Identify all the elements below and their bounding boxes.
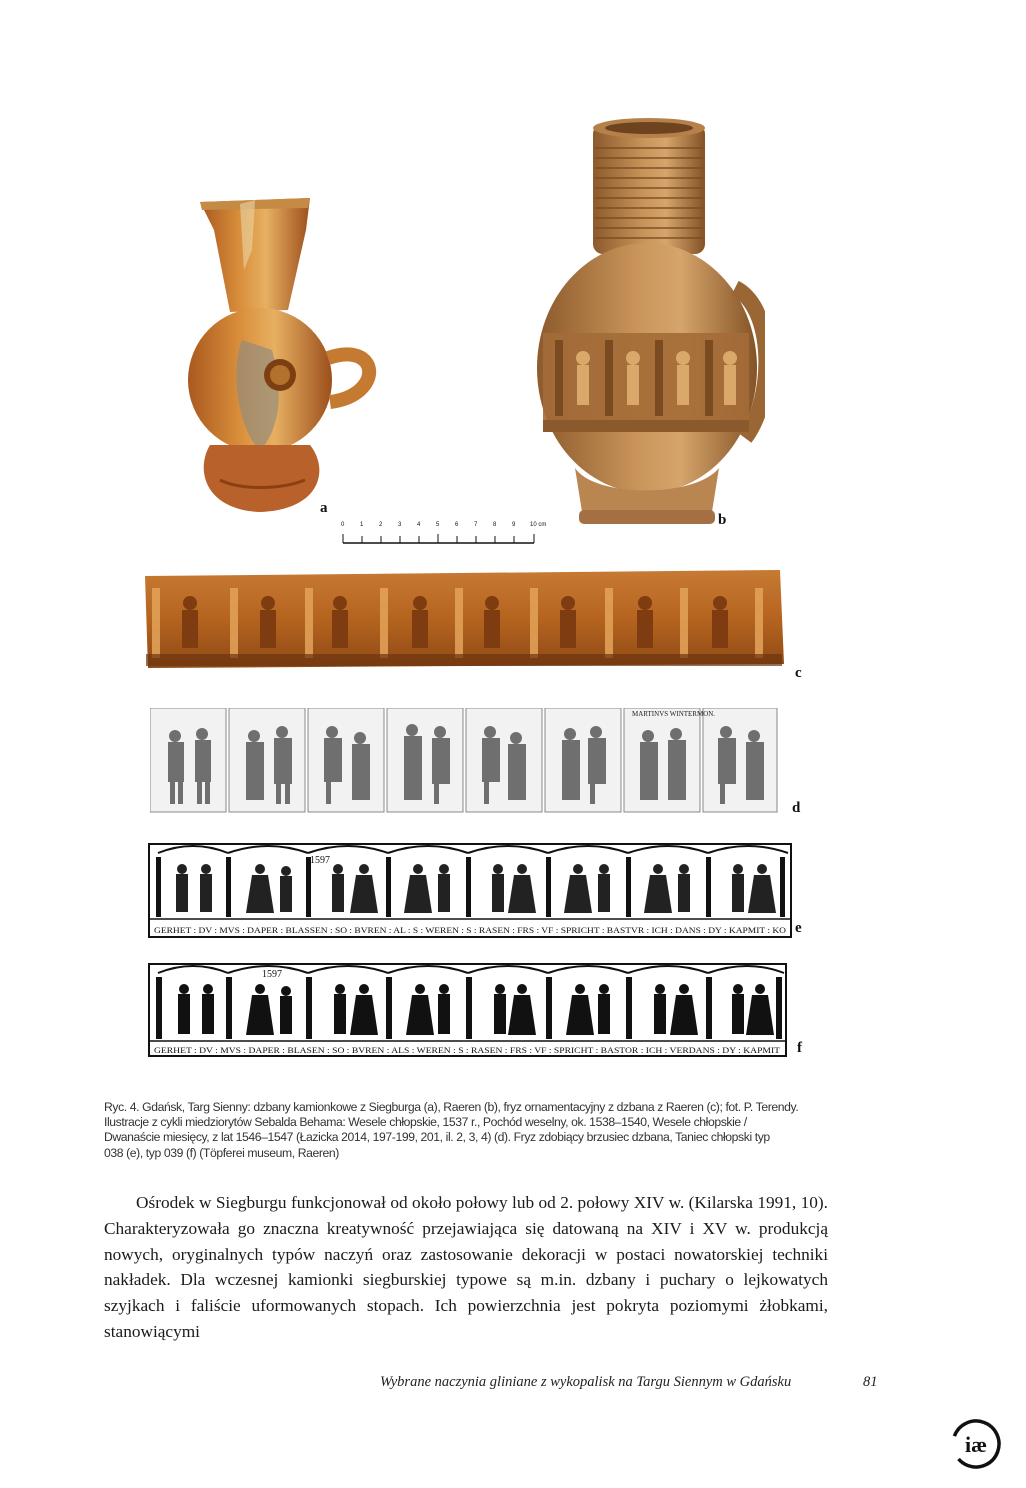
panel-label-b: b xyxy=(718,512,727,528)
body-text xyxy=(104,1190,828,1345)
scale-bar xyxy=(338,522,550,546)
scale-tick-2: 2 xyxy=(379,522,383,528)
frieze-f-year: 1597 xyxy=(262,969,282,980)
panel-label-a: a xyxy=(320,500,328,516)
frieze-c-photo xyxy=(140,568,785,672)
frieze-e-inscription: GERHET : DV : MVS : DAPER : BLASSEN : SO : BVREN : AL : S : WEREN : S : RASEN : FRS : VF : SPRICHT : BASTVR : ICH : DANS : DY : KAPMIT : KO xyxy=(154,925,786,935)
scale-tick-0: 0 xyxy=(341,522,345,528)
scale-tick-5: 5 xyxy=(436,522,440,528)
running-title: Wybrane naczynia gliniane z wykopalisk na Targu Siennym w Gdańsku xyxy=(380,1374,792,1390)
panel-label-d: d xyxy=(792,800,801,816)
panel-label-e: e xyxy=(795,920,802,936)
scale-tick-9: 9 xyxy=(512,522,516,528)
caption-line-4: 038 (e), typ 039 (f) (Töpferei museum, Raeren) xyxy=(104,1145,339,1160)
scale-tick-8: 8 xyxy=(493,522,497,528)
scale-tick-7: 7 xyxy=(474,522,478,528)
publisher-logo-icon xyxy=(950,1418,1002,1470)
scale-tick-10: 10 cm xyxy=(530,522,547,528)
engravings-d xyxy=(150,708,778,814)
scale-tick-1: 1 xyxy=(360,522,364,528)
caption-line-2: Ilustracje z cykli miedziorytów Sebalda Behama: Wesele chłopskie, 1537 r., Pochód weselny, ok. 1538–1540, Wesele chłopskie / xyxy=(104,1115,747,1130)
scale-tick-6: 6 xyxy=(455,522,459,528)
jug-b-photo xyxy=(535,118,765,530)
frieze-e-year: 1597 xyxy=(310,855,330,866)
panel-label-c: c xyxy=(795,665,802,681)
panel-label-f: f xyxy=(797,1040,802,1056)
engraving-caption: MARTINVS WINTERMON. xyxy=(632,710,716,718)
figure-caption xyxy=(104,1100,836,1161)
page-number: 81 xyxy=(863,1374,878,1390)
caption-line-1: Ryc. 4. Gdańsk, Targ Sienny: dzbany kamionkowe z Siegburga (a), Raeren (b), fryz ornamentacyjny z dzbana z Raeren (c); fot. P. Terendy. xyxy=(104,1100,799,1114)
body-paragraph: Ośrodek w Siegburgu funkcjonował od około połowy lub od 2. połowy XIV w. (Kilarska 1991, 10). Charakteryzowała go znaczna kreatywność przejawiająca się datowaną na XIV i XV w. produkcją nowych, oryginalnych typów naczyń oraz zastosowanie dekoracji w postaci nowatorskiej techniki nakładek. Dla wczesnej kamionki siegburskiej typowe są m.in. dzbany i puchary o lejkowatych szyjkach i faliście uformowanych stopach. Ich powierzchnia jest pokryta poziomymi żłobkami, stanowiącymi xyxy=(104,1193,828,1341)
caption-line-3: Dwanaście miesięcy, z lat 1546–1547 (Łazicka 2014, 197-199, 201, il. 2, 3, 4) (d). Fryz zdobiący brzusiec dzbana, Taniec chłopski typ xyxy=(104,1130,770,1145)
jug-a-photo xyxy=(180,190,380,520)
frieze-e-drawing xyxy=(148,843,793,939)
frieze-f-drawing xyxy=(148,963,788,1059)
frieze-f-inscription: GERHET : DV : MVS : DAPER : BLASEN : SO : BVREN : ALS : WEREN : S : RASEN : FRS : VF : SPRICHT : BASTOR : ICH : VERDANS : DY : KAPMIT xyxy=(154,1045,781,1055)
logo-text: iæ xyxy=(965,1432,987,1457)
scale-tick-3: 3 xyxy=(398,522,402,528)
scale-tick-4: 4 xyxy=(417,522,421,528)
